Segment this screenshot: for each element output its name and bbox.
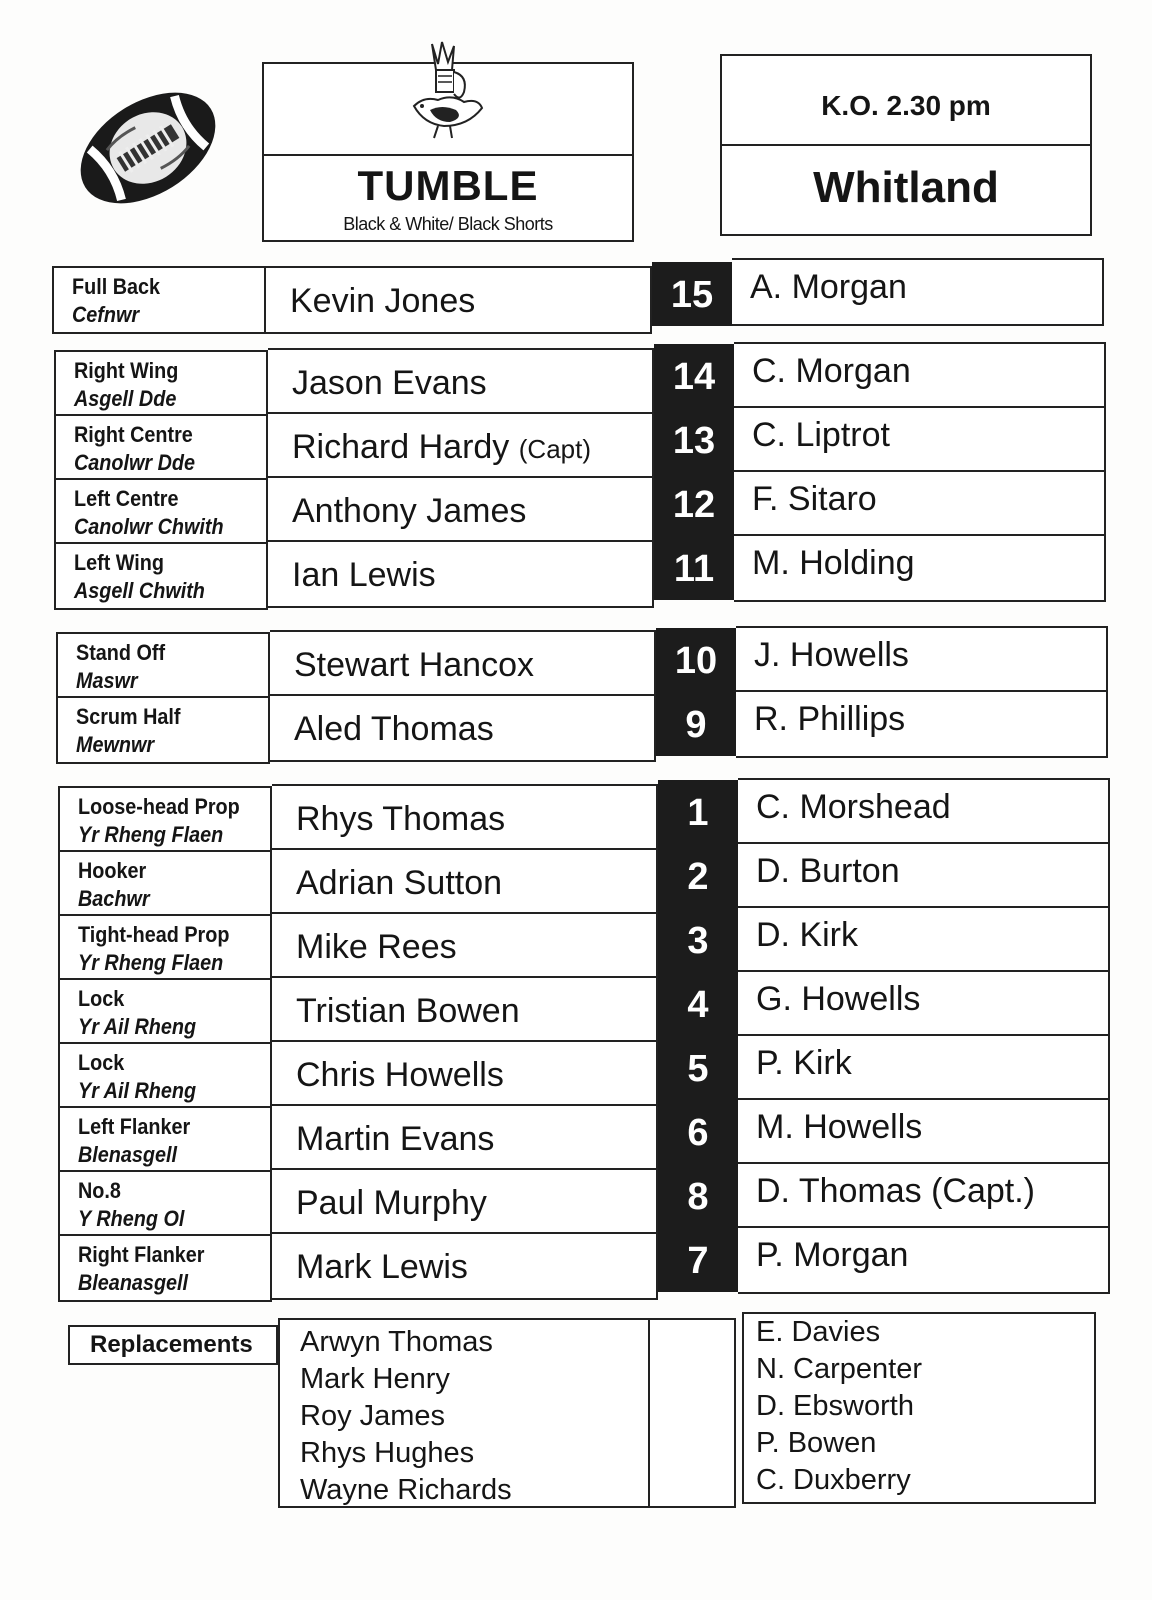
shirt-number-cell: [658, 1036, 738, 1100]
position-cell: [60, 980, 270, 1044]
shirt-number: 3: [687, 920, 709, 962]
shirt-number: 8: [687, 1176, 709, 1218]
away-player-name: P. Kirk: [756, 1044, 852, 1082]
shirt-number-cell: [658, 908, 738, 972]
away-team-box: [720, 54, 1092, 236]
position-column: [52, 266, 266, 334]
list-item: Rhys Hughes: [300, 1437, 475, 1469]
position-english: Left Wing: [74, 550, 164, 575]
position-welsh: Cefnwr: [72, 302, 140, 327]
home-player-column: [272, 784, 658, 1300]
position-english: Lock: [78, 986, 125, 1011]
shirt-number-cell: [658, 844, 738, 908]
list-item: Roy James: [300, 1400, 446, 1432]
position-welsh: Yr Ail Rheng: [78, 1078, 197, 1103]
home-player-column: [270, 630, 656, 762]
shirt-number-cell: [658, 1100, 738, 1164]
position-english: Right Wing: [74, 358, 179, 383]
away-team-name: Whitland: [813, 163, 999, 212]
position-cell: [60, 916, 270, 980]
position-cell: [58, 698, 268, 762]
away-replacements-list: [756, 1314, 922, 1499]
replacements-number-box: [650, 1318, 736, 1508]
position-cell: [60, 1044, 270, 1108]
position-cell: [60, 852, 270, 916]
away-player-cell: [734, 344, 1104, 408]
shirt-number: 1: [687, 792, 709, 834]
home-player-name: Adrian Sutton: [296, 864, 503, 902]
home-player-name: Anthony James: [292, 492, 527, 530]
position-welsh: Asgell Chwith: [74, 578, 205, 603]
shirt-number-column: [656, 628, 736, 756]
club-crest-icon: [394, 34, 494, 154]
away-player-name: M. Holding: [752, 544, 915, 582]
shirt-number: 11: [673, 548, 715, 590]
list-item: P. Bowen: [756, 1427, 877, 1459]
away-player-name: D. Kirk: [756, 916, 858, 954]
away-player-column: [738, 778, 1110, 1294]
position-welsh: Bleanasgell: [78, 1270, 189, 1295]
away-player-cell: [734, 536, 1104, 600]
home-replacements-box: [278, 1318, 650, 1508]
lineup-group-threequarters: [54, 342, 1106, 608]
away-replacements-box: [742, 1312, 1096, 1504]
home-player-cell: [272, 978, 656, 1042]
shirt-number-cell: [658, 1164, 738, 1228]
away-player-cell: [738, 1100, 1108, 1164]
position-welsh: Mewnwr: [76, 732, 155, 757]
rugby-ball-icon: [68, 78, 228, 218]
home-player-name: Mark Lewis: [296, 1248, 468, 1286]
shirt-number-cell: [654, 344, 734, 408]
position-english: Right Flanker: [78, 1242, 205, 1267]
away-player-cell: [738, 1228, 1108, 1292]
home-player-column: [266, 266, 652, 334]
position-cell: [60, 788, 270, 852]
kickoff-time: K.O. 2.30 pm: [722, 56, 1090, 146]
lineup-group-halfbacks: [56, 626, 1108, 764]
home-player-name: Kevin Jones: [290, 282, 476, 320]
shirt-number-cell: [656, 628, 736, 692]
list-item: D. Ebsworth: [756, 1390, 914, 1422]
shirt-number: 14: [672, 356, 716, 398]
away-player-cell: [738, 972, 1108, 1036]
lineup-group-forwards: [58, 778, 1110, 1312]
home-player-cell: [272, 850, 656, 914]
position-english: Full Back: [72, 274, 161, 299]
home-player-cell: [268, 414, 652, 478]
away-player-column: [734, 342, 1106, 602]
position-welsh: Y Rheng Ol: [78, 1206, 185, 1231]
home-player-name: Paul Murphy: [296, 1184, 487, 1222]
home-player-name: Rhys Thomas: [296, 800, 506, 838]
home-player-cell: [268, 350, 652, 414]
shirt-number-cell: [652, 262, 732, 326]
home-player-name: Martin Evans: [296, 1120, 495, 1158]
list-item: Wayne Richards: [300, 1474, 512, 1506]
home-player-cell: [268, 542, 652, 606]
position-cell: [56, 416, 266, 480]
shirt-number: 13: [672, 420, 716, 462]
away-player-cell: [738, 1036, 1108, 1100]
home-player-cell: [272, 1106, 656, 1170]
shirt-number: 4: [687, 984, 709, 1026]
home-team-box: [262, 62, 634, 242]
position-cell: [56, 480, 266, 544]
position-english: Left Centre: [74, 486, 179, 511]
away-player-cell: [738, 844, 1108, 908]
away-player-name: C. Morshead: [756, 788, 951, 826]
away-player-cell: [734, 408, 1104, 472]
shirt-number: 9: [685, 704, 707, 746]
position-cell: [56, 352, 266, 416]
away-player-cell: [732, 260, 1102, 324]
position-cell: [60, 1236, 270, 1300]
shirt-number-cell: [658, 780, 738, 844]
shirt-number-column: [652, 262, 732, 326]
position-english: Scrum Half: [76, 704, 181, 729]
home-player-cell: [268, 478, 652, 542]
shirt-number-cell: [658, 1228, 738, 1292]
position-welsh: Asgell Dde: [74, 386, 177, 411]
home-player-cell: [272, 1042, 656, 1106]
position-welsh: Maswr: [76, 668, 138, 693]
home-player-column: [268, 348, 654, 608]
home-player-name: Tristian Bowen: [296, 992, 520, 1030]
position-english: Tight-head Prop: [78, 922, 230, 947]
position-welsh: Yr Rheng Flaen: [78, 950, 224, 975]
home-player-cell: [270, 696, 654, 760]
shirt-number: 10: [674, 640, 718, 682]
home-player-name: Stewart Hancox: [294, 646, 534, 684]
position-english: Stand Off: [76, 640, 166, 665]
away-player-name: D. Burton: [756, 852, 900, 890]
shirt-number-cell: [654, 536, 734, 600]
shirt-number-cell: [654, 408, 734, 472]
position-column: [58, 786, 272, 1302]
home-player-cell: [266, 268, 650, 332]
home-player-name: Richard Hardy (Capt): [292, 428, 592, 466]
position-cell: [60, 1108, 270, 1172]
away-player-name: D. Thomas (Capt.): [756, 1172, 1036, 1210]
away-player-name: R. Phillips: [754, 700, 906, 738]
shirt-number: 15: [670, 274, 714, 316]
position-cell: [58, 634, 268, 698]
home-player-cell: [270, 632, 654, 696]
list-item: Arwyn Thomas: [300, 1326, 493, 1358]
away-player-cell: [736, 692, 1106, 756]
position-welsh: Yr Rheng Flaen: [78, 822, 224, 847]
home-player-cell: [272, 1170, 656, 1234]
position-cell: [60, 1172, 270, 1236]
position-english: Lock: [78, 1050, 125, 1075]
shirt-number: 2: [687, 856, 709, 898]
away-player-name: G. Howells: [756, 980, 921, 1018]
shirt-number-column: [654, 344, 734, 600]
position-welsh: Canolwr Dde: [74, 450, 196, 475]
shirt-number-cell: [654, 472, 734, 536]
away-player-name: F. Sitaro: [752, 480, 877, 518]
away-player-column: [736, 626, 1108, 758]
position-welsh: Canolwr Chwith: [74, 514, 224, 539]
away-player-column: [732, 258, 1104, 326]
away-player-cell: [738, 780, 1108, 844]
home-player-name: Mike Rees: [296, 928, 457, 966]
home-team-colours: Black & White/ Black Shorts: [343, 214, 553, 234]
crest-area: [264, 64, 632, 156]
position-column: [54, 350, 268, 610]
home-player-name: Jason Evans: [292, 364, 487, 402]
away-player-name: C. Morgan: [752, 352, 911, 390]
lineup-group-fullback: [52, 258, 1104, 326]
position-english: Hooker: [78, 858, 147, 883]
away-player-cell: [736, 628, 1106, 692]
position-welsh: Yr Ail Rheng: [78, 1014, 197, 1039]
away-player-name: C. Liptrot: [752, 416, 890, 454]
position-english: Loose-head Prop: [78, 794, 240, 819]
list-item: Mark Henry: [300, 1363, 450, 1395]
shirt-number-column: [658, 780, 738, 1292]
position-welsh: Bachwr: [78, 886, 150, 911]
away-player-name: J. Howells: [754, 636, 909, 674]
home-player-name: Chris Howells: [296, 1056, 504, 1094]
home-player-cell: [272, 1234, 656, 1298]
replacements-label: Replacements: [68, 1325, 278, 1365]
position-column: [56, 632, 270, 764]
shirt-number: 5: [687, 1048, 709, 1090]
shirt-number: 7: [687, 1240, 709, 1282]
position-cell: [54, 268, 264, 332]
position-english: Right Centre: [74, 422, 193, 447]
shirt-number-cell: [656, 692, 736, 756]
list-item: N. Carpenter: [756, 1353, 923, 1385]
home-team-name: TUMBLE: [357, 162, 539, 209]
position-cell: [56, 544, 266, 608]
away-player-cell: [734, 472, 1104, 536]
home-player-cell: [272, 914, 656, 978]
position-english: No.8: [78, 1178, 121, 1203]
away-player-name: A. Morgan: [750, 268, 907, 306]
list-item: E. Davies: [756, 1316, 881, 1348]
home-player-name: Aled Thomas: [294, 710, 494, 748]
away-player-cell: [738, 908, 1108, 972]
shirt-number-cell: [658, 972, 738, 1036]
home-player-cell: [272, 786, 656, 850]
away-player-name: M. Howells: [756, 1108, 923, 1146]
list-item: C. Duxberry: [756, 1464, 911, 1496]
away-player-cell: [738, 1164, 1108, 1228]
home-player-name: Ian Lewis: [292, 556, 436, 594]
shirt-number: 6: [687, 1112, 709, 1154]
shirt-number: 12: [672, 484, 716, 526]
home-replacements-list: [300, 1324, 512, 1509]
away-player-name: P. Morgan: [756, 1236, 909, 1274]
position-english: Left Flanker: [78, 1114, 191, 1139]
position-welsh: Blenasgell: [78, 1142, 178, 1167]
captain-marker: (Capt): [518, 434, 592, 464]
